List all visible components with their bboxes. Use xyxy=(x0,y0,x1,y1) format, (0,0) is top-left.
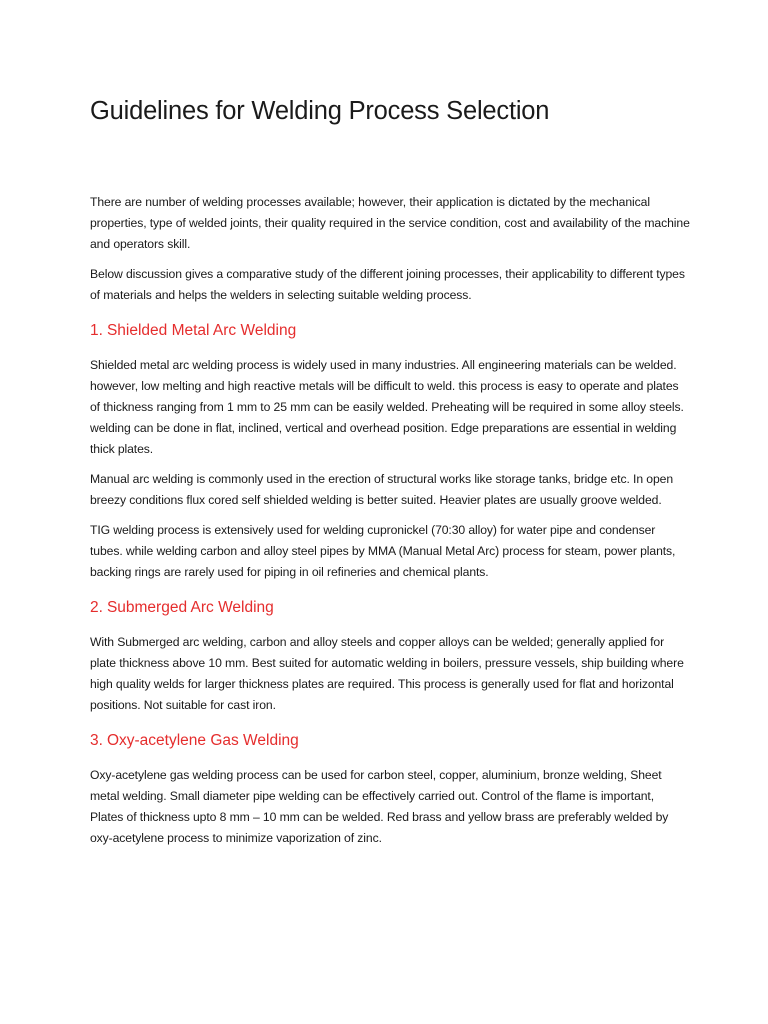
section-paragraph: Shielded metal arc welding process is widely used in many industries. All engineering materials can be welded. however, low melting and high reactive metals will be difficult to weld. this process is easy to operate and plates of thickness ranging from 1 mm to 25 mm can be easily welded. Preheating will be required in some alloy steels. welding can be done in flat, inclined, vertical and overhead position. Edge preparations are essential in welding thick plates. xyxy=(90,358,684,456)
intro-paragraph: Below discussion gives a comparative study of the different joining processes, their applicability to different types of materials and helps the welders in selecting suitable welding process. xyxy=(90,267,685,302)
section-title: Submerged Arc Welding xyxy=(106,599,274,616)
section-heading-oxy-acetylene-gas-welding xyxy=(90,729,690,753)
section-paragraph: Manual arc welding is commonly used in the erection of structural works like storage tanks, bridge etc. In open breezy conditions flux cored self shielded welding is better suited. Heavier plates are usually groove welded. xyxy=(90,472,673,507)
page-title: Guidelines for Welding Process Selection xyxy=(90,97,550,125)
section-paragraph: TIG welding process is extensively used for welding cupronickel (70:30 alloy) for water pipe and condenser tubes. while welding carbon and alloy steel pipes by MMA (Manual Metal Arc) process for steam, power plants, backing rings are rarely used for piping in oil refineries and chemical plants. xyxy=(90,523,676,579)
section-number: 1. xyxy=(90,322,103,339)
document-content xyxy=(90,94,690,858)
section-paragraph: Oxy-acetylene gas welding process can be used for carbon steel, copper, aluminium, bronze welding, Sheet metal welding. Small diameter pipe welding can be effectively carried out. Control of the flame is important, Plates of thickness upto 8 mm – 10 mm can be welded. Red brass and yellow brass are preferably welded by oxy-acetylene process to minimize vaporization of zinc. xyxy=(90,768,669,845)
section-title: Shielded Metal Arc Welding xyxy=(106,322,297,339)
section-heading-submerged-arc-welding xyxy=(90,596,690,620)
section-paragraph: With Submerged arc welding, carbon and alloy steels and copper alloys can be welded; generally applied for plate thickness above 10 mm. Best suited for automatic welding in boilers, pressure vessels, ship building where high quality welds for larger thickness plates are required. This process is generally used for flat and horizontal positions. Not suitable for cast iron. xyxy=(90,635,684,712)
intro-paragraph: There are number of welding processes available; however, their application is dictated by the mechanical properties, type of welded joints, their quality required in the service condition, cost and availability of the machine and operators skill. xyxy=(90,195,690,251)
section-heading-shielded-metal-arc-welding xyxy=(90,319,690,343)
section-title: Oxy-acetylene Gas Welding xyxy=(106,732,299,749)
section-number: 3. xyxy=(90,732,103,749)
section-number: 2. xyxy=(90,599,103,616)
